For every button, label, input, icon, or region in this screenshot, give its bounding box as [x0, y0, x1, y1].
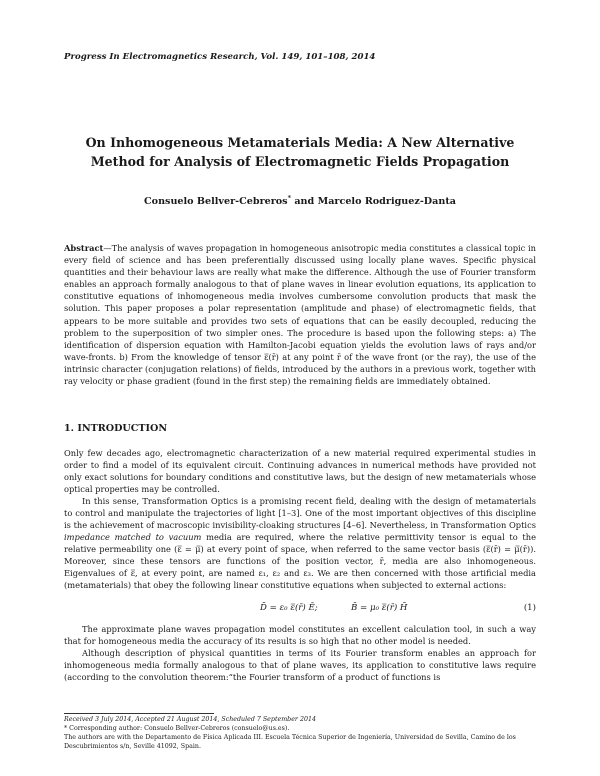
- author-name: Marcelo Rodriguez-Danta: [317, 196, 456, 207]
- author-separator: and: [291, 196, 318, 207]
- paragraph-text: In this sense, Transformation Optics is a promising recent field, dealing with the design of metamaterials to control and manipulate the trajectories of light [1–3]. One of the most important objectives of this discipline is the achievement of macroscopic invisibility-cloaking structures [4–6]. Nevertheless, in Transformation Optics: [64, 496, 536, 530]
- equation-left: D̄ = ε₀ ε̿(r̄) Ē;: [260, 603, 318, 613]
- paper-title: [64, 133, 536, 171]
- author-list: [64, 194, 536, 207]
- abstract-dash: —: [103, 243, 112, 253]
- introduction-body: [64, 447, 536, 591]
- equation-number: (1): [523, 603, 536, 613]
- paragraph: Only few decades ago, electromagnetic characterization of a new material required experimental studies in order to find a model of its equivalent circuit. Continuing advances in numerical methods have provided not only exact solutions for boundary conditions and constitutive laws, but the design of new metamaterials whose optical properties may be controlled.: [64, 448, 536, 494]
- paragraph-text: media are required, where the relative permittivity tensor is equal to the relative permeability one (ε̿ = μ̿) at every point of space, when referred to the same vector basis (ε̿(r̄) = μ̿(r̄)). Moreover, since these tensors are functions of the position vector, r̄, media are also inhomogeneous. Eigenvalues of ε̿, at every point, are named ε₁, ε₂ and ε₃. We are then concerned with those artificial media (metamaterials) that obey the following linear constitutive equations when subjected to external actions:: [64, 532, 536, 590]
- journal-header: Progress In Electromagnetics Research, Vol. 149, 101–108, 2014: [64, 52, 376, 62]
- equation-1: [64, 603, 536, 617]
- title-line-1: On Inhomogeneous Metamaterials Media: A New Alternative: [85, 135, 515, 150]
- section-heading: 1. INTRODUCTION: [64, 423, 168, 434]
- equation-right: B̄ = μ₀ ε̿(r̄) H̄: [351, 603, 408, 613]
- abstract-text: The analysis of waves propagation in homogeneous anisotropic media constitutes a classical topic in every field of science and has been preferentially discussed using locally plane waves. Specific physical quantities and their behaviour laws are really what make the difference. Although the use of Fourier transform enables an approach formally analogous to that of plane waves in linear evolution equations, its application to constitutive equations of inhomogeneous media involves cumbersome convolution products that mask the solution. This paper proposes a polar representation (amplitude and phase) of electromagnetic fields, that appears to be more suitable and provides two sets of equations that can be easily decoupled, reducing the problem to the superposition of two simpler ones. The procedure is based upon the following steps: a) The identification of dispersion equation with Hamilton-Jacobi equation yields the evolution laws of rays and/or wave-fronts. b) From the knowledge of tensor ε̿(r̄) at any point r̄ of the wave front (or the ray), the use of the intrinsic character (conjugation relations) of fields, introduced by the authors in a previous work, together with ray velocity or phase gradient (found in the first step) the remaining fields are immediately obtained.: [64, 243, 536, 387]
- author-name: Consuelo Bellver-Cebreros: [144, 196, 288, 207]
- footnote-received: Received 3 July 2014, Accepted 21 August 2014, Scheduled 7 September 2014: [64, 716, 316, 723]
- abstract: [64, 242, 536, 387]
- footnote-divider: [64, 713, 214, 714]
- introduction-body-continued: [64, 623, 536, 683]
- paragraph: Although description of physical quantities in terms of its Fourier transform enables an approach for inhomogeneous media formally analogous to that of plane waves, its application to constitutive laws require (according to the convolution theorem:“the Fourier transform of a product of functions is: [64, 648, 536, 682]
- abstract-label: Abstract: [64, 243, 104, 253]
- title-line-2: Method for Analysis of Electromagnetic Fields Propagation: [90, 154, 510, 169]
- corresponding-author-mark: *: [287, 194, 291, 202]
- paragraph: [64, 495, 536, 591]
- footnote-affiliation: The authors are with the Departamento de Física Aplicada III. Escuela Técnica Superior de Ingeniería, Universidad de Sevilla, Camino de los Descubrimientos s/n, Seville 41092, Spain.: [64, 733, 516, 750]
- emphasis-text: impedance matched to vacuum: [64, 532, 202, 542]
- footnote-corresponding: * Corresponding author: Consuelo Bellver-Cebreros (consuelo@us.es).: [64, 724, 290, 732]
- paragraph: The approximate plane waves propagation model constitutes an excellent calculation tool, in such a way that for homogeneous media the accuracy of its results is so high that no other model is needed.: [64, 624, 536, 646]
- footnotes: [64, 716, 536, 752]
